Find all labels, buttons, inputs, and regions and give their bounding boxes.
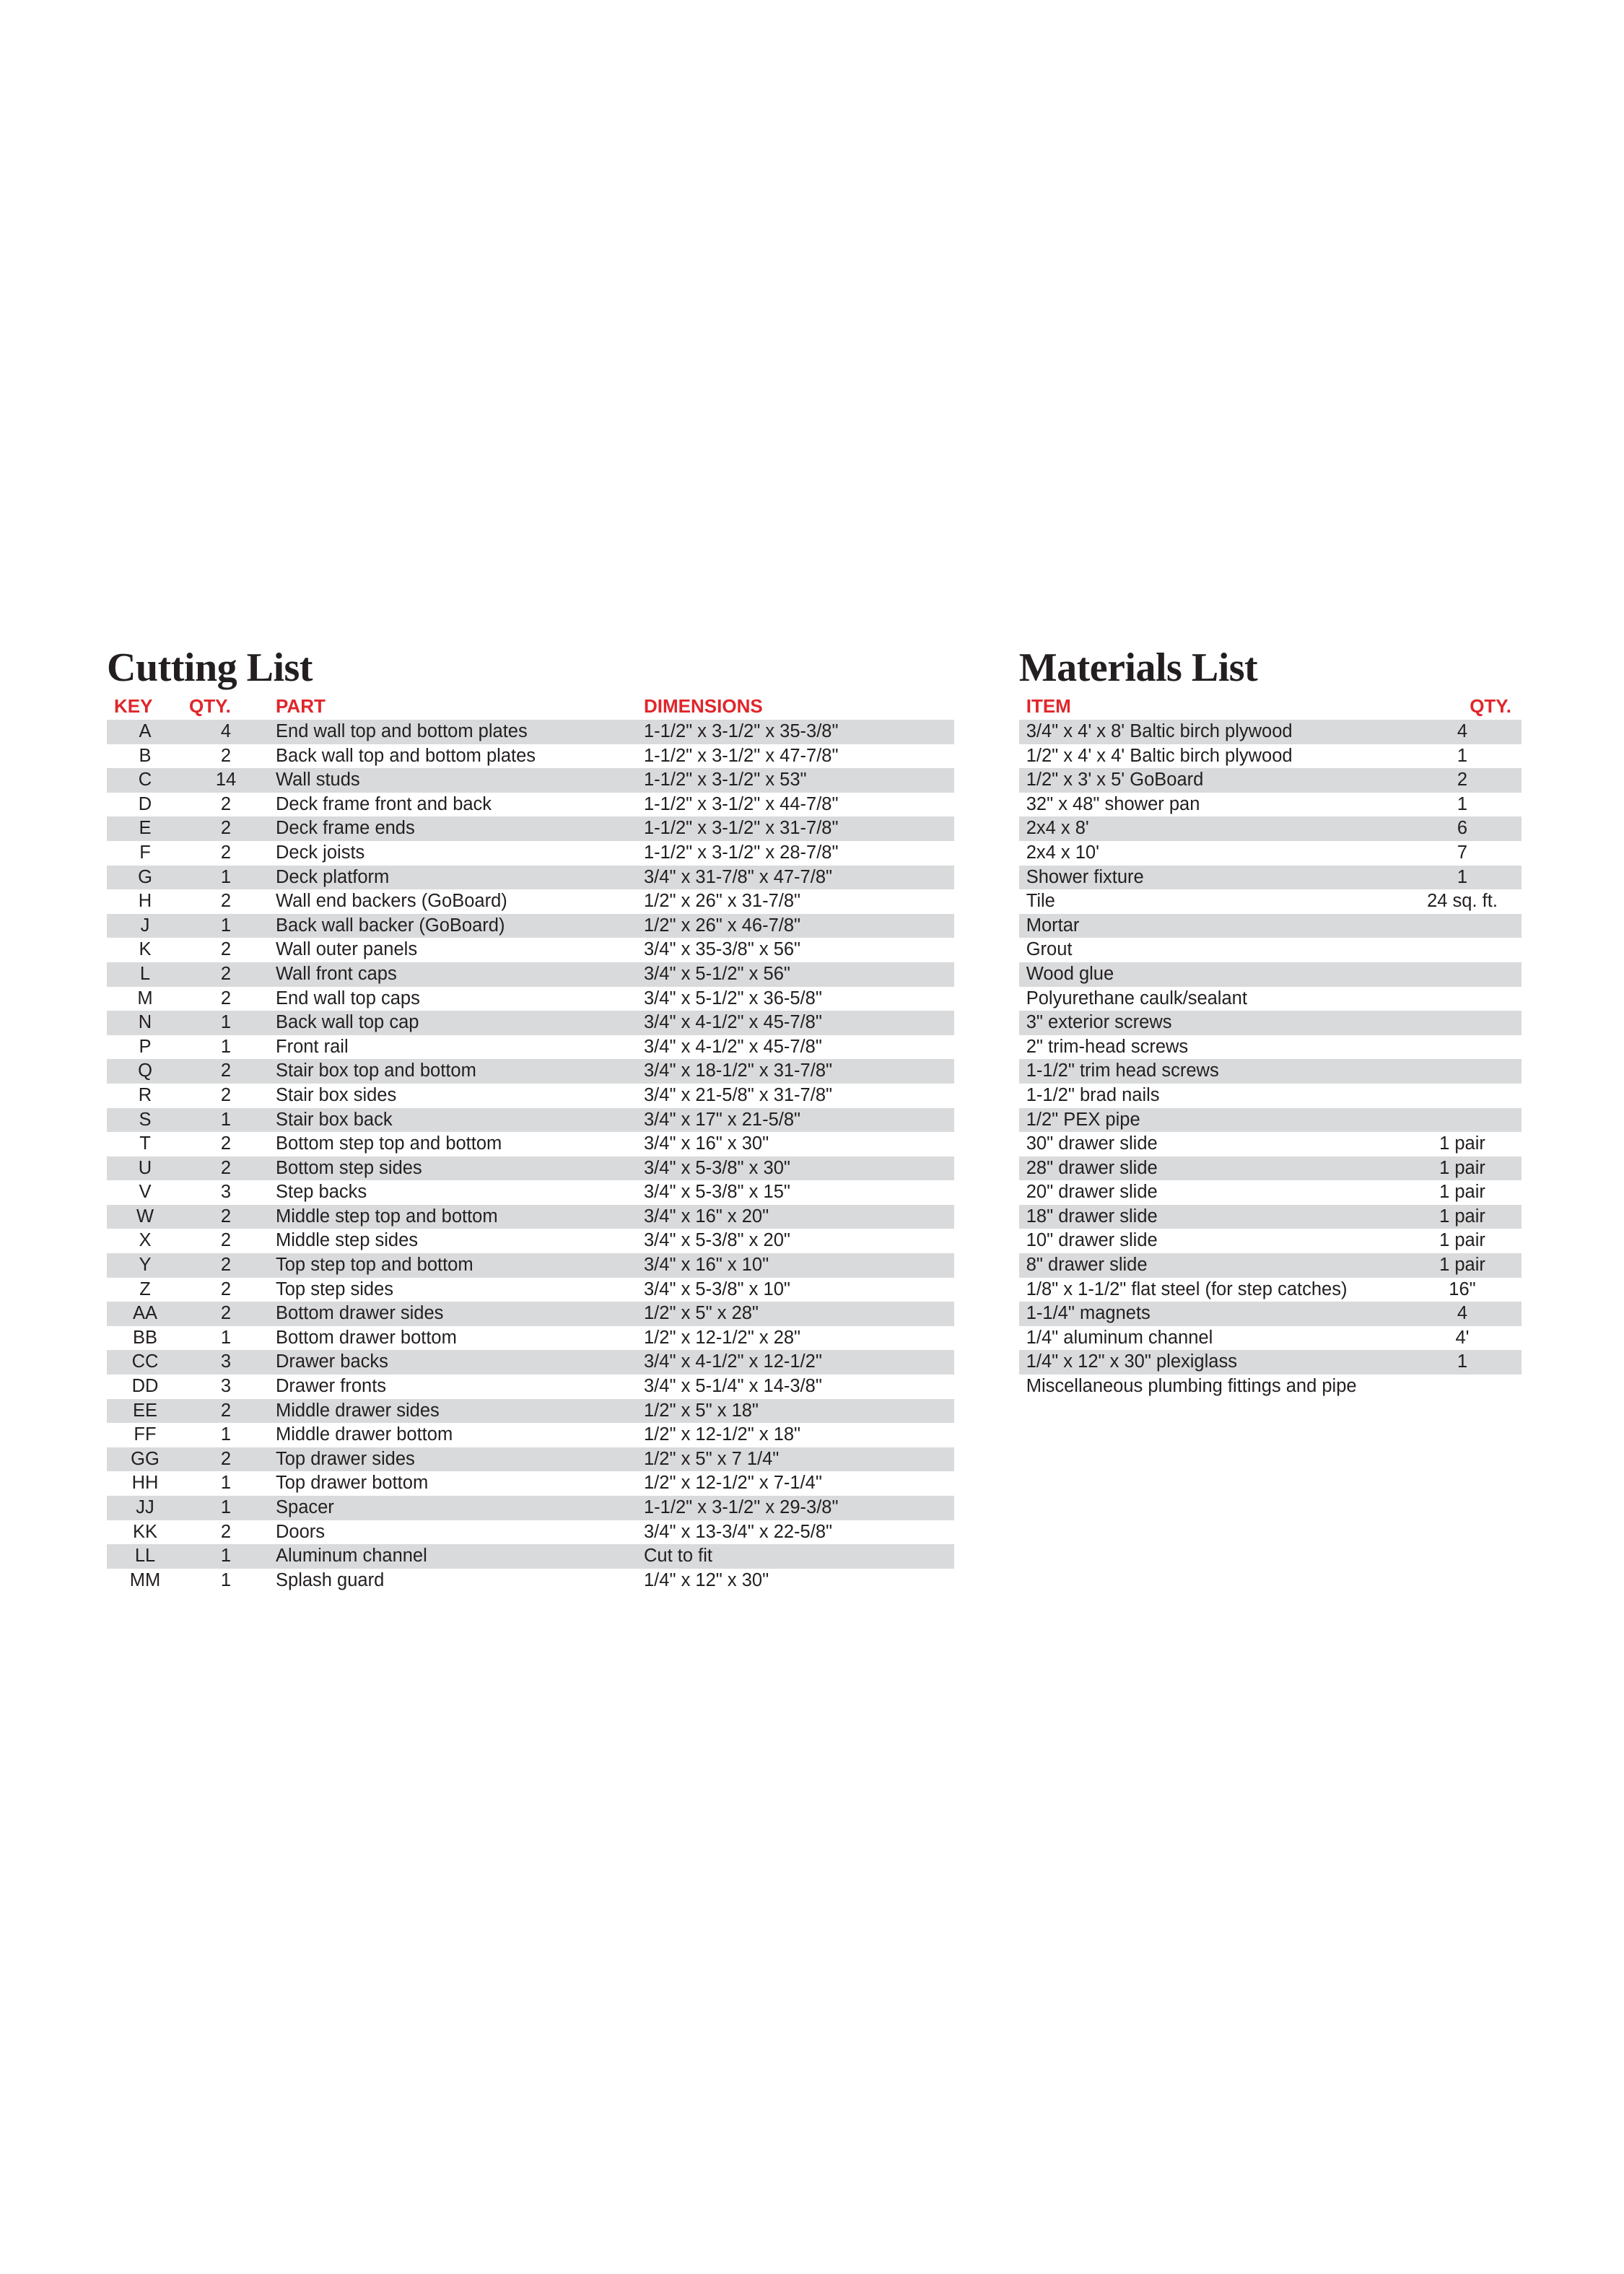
table-row (1019, 1156, 1522, 1181)
table-row (107, 1350, 954, 1375)
cell-item: 3/4" x 4' x 8' Baltic birch plywood (1019, 720, 1403, 744)
cell-part: Wall end backers (GoBoard) (276, 891, 507, 912)
cell-key: S (107, 1108, 183, 1133)
cell-item: 1/8" x 1-1/2" flat steel (for step catches) (1026, 1278, 1348, 1299)
cell-dimensions: 3/4" x 31-7/8" x 47-7/8" (637, 866, 954, 890)
cell-qty: 2 (183, 1059, 269, 1084)
cell-qty: 2 (220, 745, 232, 766)
table-row (107, 1520, 954, 1545)
cell-key: M (137, 988, 153, 1009)
table-header-row (107, 695, 954, 720)
cell-part: Bottom step top and bottom (276, 1133, 502, 1154)
cell-part: Back wall top and bottom plates (276, 745, 536, 766)
cell-qty: 2 (220, 1230, 232, 1251)
cell-dimensions: 1/2" x 5" x 7 1/4" (637, 1447, 954, 1472)
cell-key: HH (131, 1473, 159, 1494)
cell-item: Tile (1026, 891, 1055, 912)
table-row (107, 1399, 954, 1424)
cell-part: Stair box sides (276, 1084, 397, 1105)
cell-key: E (107, 816, 183, 841)
cell-qty: 7 (1457, 842, 1468, 863)
cell-part: Top drawer sides (269, 1447, 637, 1472)
cell-part: Wall outer panels (276, 939, 418, 960)
cell-key: JJ (107, 1496, 183, 1520)
cell-dimensions: 3/4" x 16" x 10" (637, 1253, 954, 1278)
cell-key: Q (107, 1059, 183, 1084)
table-row (107, 1132, 954, 1156)
table-row (107, 1059, 954, 1084)
cell-part: Front rail (276, 1036, 349, 1057)
cell-qty: 1 (1403, 1350, 1522, 1375)
cell-dimensions: 3/4" x 4-1/2" x 45-7/8" (644, 1036, 822, 1057)
cell-dimensions: 1-1/2" x 3-1/2" x 35-3/8" (637, 720, 954, 744)
cell-qty: 2 (220, 891, 232, 912)
cell-part: Middle step sides (276, 1230, 419, 1251)
materials-list-table (1019, 695, 1522, 1399)
table-row (1019, 816, 1522, 841)
table-row (107, 1156, 954, 1181)
cell-part: Bottom drawer sides (269, 1302, 637, 1326)
table-row (1019, 1253, 1522, 1278)
cell-part: Back wall backer (GoBoard) (269, 914, 637, 938)
cell-item: 8" drawer slide (1019, 1253, 1403, 1278)
cell-qty: 2 (183, 962, 269, 987)
cell-key: X (139, 1230, 152, 1251)
cell-key: U (107, 1156, 183, 1181)
cell-dimensions: 1/2" x 12-1/2" x 7-1/4" (644, 1473, 822, 1494)
table-row (107, 1496, 954, 1520)
materials-list-title: Materials List (1018, 645, 1258, 690)
table-row (107, 841, 954, 866)
cell-dimensions: 1-1/2" x 3-1/2" x 31-7/8" (637, 816, 954, 841)
cell-qty: 4' (1455, 1327, 1470, 1348)
cell-key: EE (107, 1399, 183, 1424)
cell-part: Stair box back (269, 1108, 637, 1133)
column-header-key: KEY (114, 695, 153, 717)
cell-qty (1403, 962, 1522, 987)
table-row (1019, 1108, 1522, 1133)
lists-container (107, 646, 1522, 1593)
cell-qty: 1 pair (1439, 1182, 1485, 1203)
cell-key: W (107, 1205, 183, 1229)
cell-qty: 2 (183, 1447, 269, 1472)
cell-key: B (139, 745, 152, 766)
cell-qty: 2 (220, 1278, 232, 1299)
table-row (107, 816, 954, 841)
cell-part: Deck joists (276, 842, 365, 863)
cell-item: Wood glue (1019, 962, 1403, 987)
table-row (1019, 938, 1522, 962)
table-row (107, 1375, 954, 1399)
cell-qty: 2 (220, 793, 232, 814)
cell-qty: 14 (183, 768, 269, 793)
table-row (107, 866, 954, 890)
cell-part: Splash guard (276, 1569, 385, 1590)
materials-list-body (1019, 720, 1522, 1399)
cutting-list-table (107, 695, 954, 1593)
table-row (107, 1108, 954, 1133)
column-header-dimensions: DIMENSIONS (644, 695, 763, 717)
cell-key: V (139, 1182, 152, 1203)
table-row (107, 1011, 954, 1035)
cell-key: AA (107, 1302, 183, 1326)
materials-list-header (1019, 695, 1522, 720)
table-row (1019, 1084, 1522, 1108)
table-row (1019, 1350, 1522, 1375)
cell-qty: 4 (1403, 720, 1522, 744)
cell-item: 1-1/2" brad nails (1026, 1084, 1160, 1105)
cell-qty: 3 (220, 1182, 232, 1203)
cell-dimensions: 3/4" x 13-3/4" x 22-5/8" (644, 1521, 833, 1542)
cell-qty: 6 (1403, 816, 1522, 841)
cell-qty: 2 (183, 1253, 269, 1278)
table-row (107, 914, 954, 938)
cell-qty: 2 (220, 939, 232, 960)
cell-qty (1403, 987, 1522, 1011)
table-row (107, 1278, 954, 1302)
cell-qty: 2 (220, 1084, 232, 1105)
cell-dimensions: 1/2" x 12-1/2" x 18" (644, 1424, 801, 1445)
cell-qty: 1 (220, 1473, 232, 1494)
cell-dimensions: 3/4" x 35-3/8" x 56" (644, 939, 801, 960)
cell-part: Middle drawer bottom (276, 1424, 453, 1445)
cell-qty: 1 (220, 1327, 232, 1348)
cell-dimensions: 1-1/2" x 3-1/2" x 44-7/8" (644, 793, 839, 814)
materials-list-section (1019, 646, 1522, 1399)
cell-item: 2x4 x 10' (1026, 842, 1099, 863)
table-row (107, 720, 954, 744)
cell-qty: 1 (183, 914, 269, 938)
cell-key: J (107, 914, 183, 938)
cell-dimensions: 3/4" x 21-5/8" x 31-7/8" (644, 1084, 833, 1105)
table-row (107, 1544, 954, 1569)
table-row (1019, 744, 1522, 769)
cell-key: LL (107, 1544, 183, 1569)
cell-part: Wall studs (269, 768, 637, 793)
cell-item: 1-1/4" magnets (1019, 1302, 1403, 1326)
cell-part: Deck platform (269, 866, 637, 890)
cell-qty: 2 (183, 1156, 269, 1181)
cell-qty (1403, 1375, 1522, 1399)
cell-item: 2" trim-head screws (1026, 1036, 1189, 1057)
table-row (107, 1471, 954, 1496)
cell-part: Doors (276, 1521, 326, 1542)
table-row (107, 1229, 954, 1253)
table-row (1019, 841, 1522, 866)
cell-item: 20" drawer slide (1026, 1182, 1158, 1203)
table-row (1019, 1011, 1522, 1035)
cell-qty (1403, 914, 1522, 938)
cell-qty: 1 (220, 1424, 232, 1445)
cell-item: Grout (1026, 939, 1073, 960)
cell-key: H (138, 891, 152, 912)
cell-key: MM (129, 1569, 161, 1590)
table-row (1019, 1375, 1522, 1399)
cell-item: 18" drawer slide (1019, 1205, 1403, 1229)
table-row (1019, 768, 1522, 793)
table-row (107, 1035, 954, 1060)
cell-item: 3" exterior screws (1019, 1011, 1403, 1035)
cell-dimensions: 3/4" x 17" x 21-5/8" (637, 1108, 954, 1133)
table-row (107, 938, 954, 962)
table-row (1019, 793, 1522, 817)
cell-qty (1403, 1108, 1522, 1133)
table-row (1019, 1326, 1522, 1351)
cell-item: Miscellaneous plumbing fittings and pipe (1026, 1376, 1357, 1397)
cell-dimensions: 3/4" x 5-1/2" x 36-5/8" (644, 988, 822, 1009)
table-row (107, 768, 954, 793)
column-header-qty: QTY. (1470, 695, 1511, 717)
table-row (107, 793, 954, 817)
table-row (1019, 889, 1522, 914)
cell-dimensions: 1-1/2" x 3-1/2" x 28-7/8" (644, 842, 839, 863)
column-header-part: PART (276, 695, 326, 717)
cell-qty: 1 (1457, 745, 1468, 766)
cell-dimensions: 3/4" x 16" x 20" (637, 1205, 954, 1229)
cell-key: GG (107, 1447, 183, 1472)
cell-qty: 1 (183, 1496, 269, 1520)
table-row (107, 1447, 954, 1472)
cell-qty: 3 (183, 1350, 269, 1375)
cell-part: Bottom step sides (269, 1156, 637, 1181)
cell-key: P (139, 1036, 152, 1057)
cell-part: Drawer backs (269, 1350, 637, 1375)
cell-qty: 1 (183, 1108, 269, 1133)
cell-qty: 4 (1403, 1302, 1522, 1326)
cell-key: N (107, 1011, 183, 1035)
cell-part: Deck frame ends (269, 816, 637, 841)
table-row (107, 1302, 954, 1326)
cell-qty: 1 (1457, 793, 1468, 814)
cell-qty: 2 (220, 1521, 232, 1542)
cell-part: Step backs (276, 1182, 367, 1203)
cell-item: 1/2" PEX pipe (1019, 1108, 1403, 1133)
cell-key: KK (132, 1521, 158, 1542)
table-row (107, 1205, 954, 1229)
cell-qty: 1 pair (1403, 1156, 1522, 1181)
cell-key: FF (134, 1424, 157, 1445)
cutting-list-title: Cutting List (107, 645, 313, 690)
cell-qty (1403, 1059, 1522, 1084)
cell-dimensions: 1-1/2" x 3-1/2" x 53" (637, 768, 954, 793)
cell-qty: 1 (183, 1011, 269, 1035)
cell-qty (1403, 938, 1522, 962)
cell-qty: 16" (1449, 1278, 1476, 1299)
cell-key: F (139, 842, 151, 863)
cell-qty: 4 (183, 720, 269, 744)
cell-dimensions: 3/4" x 18-1/2" x 31-7/8" (637, 1059, 954, 1084)
cell-qty: 3 (220, 1376, 232, 1397)
cell-part: End wall top and bottom plates (269, 720, 637, 744)
cell-key: T (139, 1133, 151, 1154)
table-row (107, 889, 954, 914)
cell-key: G (107, 866, 183, 890)
cell-qty: 1 pair (1439, 1133, 1485, 1154)
cell-part: Middle drawer sides (269, 1399, 637, 1424)
cell-qty: 1 pair (1403, 1253, 1522, 1278)
cell-part: Back wall top cap (269, 1011, 637, 1035)
cell-part: Bottom drawer bottom (276, 1327, 457, 1348)
cell-key: L (107, 962, 183, 987)
cell-item: 10" drawer slide (1026, 1230, 1158, 1251)
table-row (1019, 1205, 1522, 1229)
cell-dimensions: 3/4" x 5-3/8" x 10" (644, 1278, 790, 1299)
table-row (107, 1423, 954, 1447)
cell-qty (1403, 1011, 1522, 1035)
table-row (1019, 1180, 1522, 1205)
cell-item: 1/4" aluminum channel (1026, 1327, 1213, 1348)
cell-item: 28" drawer slide (1019, 1156, 1403, 1181)
table-row (1019, 914, 1522, 938)
cell-item: 32" x 48" shower pan (1026, 793, 1200, 814)
table-header-row (1019, 695, 1522, 720)
table-row (107, 1084, 954, 1108)
cell-item: Shower fixture (1019, 866, 1403, 890)
cell-dimensions: 3/4" x 16" x 30" (644, 1133, 769, 1154)
cell-item: 1/4" x 12" x 30" plexiglass (1019, 1350, 1403, 1375)
cell-part: Aluminum channel (269, 1544, 637, 1569)
table-row (1019, 1035, 1522, 1060)
cutting-list-section (107, 646, 954, 1593)
cell-qty: 1 (1403, 866, 1522, 890)
cell-part: End wall top caps (276, 988, 420, 1009)
cutting-list-body (107, 720, 954, 1593)
cell-item: 1-1/2" trim head screws (1019, 1059, 1403, 1084)
cell-part: Top step sides (276, 1278, 394, 1299)
table-row (107, 1180, 954, 1205)
cell-part: Middle step top and bottom (269, 1205, 637, 1229)
cell-part: Drawer fronts (276, 1376, 387, 1397)
cell-qty: 2 (183, 1205, 269, 1229)
cell-qty (1403, 1035, 1522, 1060)
cell-dimensions: 3/4" x 4-1/2" x 12-1/2" (637, 1350, 954, 1375)
cell-part: Stair box top and bottom (269, 1059, 637, 1084)
table-row (107, 1326, 954, 1351)
cell-dimensions: 3/4" x 4-1/2" x 45-7/8" (637, 1011, 954, 1035)
cell-dimensions: 3/4" x 5-3/8" x 15" (644, 1182, 790, 1203)
column-header-qty: QTY. (189, 695, 231, 717)
table-row (107, 1253, 954, 1278)
cell-key: R (138, 1084, 152, 1105)
cell-part: Deck frame front and back (276, 793, 492, 814)
cell-part: Top step top and bottom (269, 1253, 637, 1278)
table-row (1019, 1229, 1522, 1253)
cell-dimensions: 1/2" x 26" x 46-7/8" (637, 914, 954, 938)
cell-item: 1/2" x 3' x 5' GoBoard (1019, 768, 1403, 793)
cell-dimensions: 1-1/2" x 3-1/2" x 29-3/8" (637, 1496, 954, 1520)
cell-qty: 2 (220, 988, 232, 1009)
cell-key: DD (131, 1376, 159, 1397)
cell-item: 30" drawer slide (1026, 1133, 1158, 1154)
cell-qty: 1 (220, 1569, 232, 1590)
table-row (1019, 1132, 1522, 1156)
cell-qty: 1 pair (1403, 1205, 1522, 1229)
cell-dimensions: 3/4" x 5-1/4" x 14-3/8" (644, 1376, 822, 1397)
cell-part: Spacer (269, 1496, 637, 1520)
cell-dimensions: 1/2" x 5" x 18" (637, 1399, 954, 1424)
cell-dimensions: 3/4" x 5-1/2" x 56" (637, 962, 954, 987)
table-row (1019, 1059, 1522, 1084)
table-row (107, 1569, 954, 1593)
table-row (1019, 866, 1522, 890)
cell-part: Top drawer bottom (276, 1473, 429, 1494)
cell-dimensions: 1-1/2" x 3-1/2" x 47-7/8" (644, 745, 839, 766)
cell-qty: 2 (220, 1133, 232, 1154)
cell-key: C (107, 768, 183, 793)
cell-qty: 2 (183, 1399, 269, 1424)
table-row (107, 744, 954, 769)
table-row (1019, 987, 1522, 1011)
cell-dimensions: 1/2" x 5" x 28" (637, 1302, 954, 1326)
cell-dimensions: 3/4" x 5-3/8" x 30" (637, 1156, 954, 1181)
table-row (1019, 962, 1522, 987)
cell-dimensions: Cut to fit (637, 1544, 954, 1569)
cell-part: Wall front caps (269, 962, 637, 987)
cell-item: Mortar (1019, 914, 1403, 938)
cell-key: D (138, 793, 152, 814)
cell-key: Y (107, 1253, 183, 1278)
cell-qty: 2 (1403, 768, 1522, 793)
cell-qty: 2 (183, 816, 269, 841)
cell-key: Z (139, 1278, 151, 1299)
table-row (1019, 1278, 1522, 1302)
cell-key: CC (107, 1350, 183, 1375)
cell-key: K (139, 939, 152, 960)
cell-dimensions: 1/2" x 26" x 31-7/8" (644, 891, 801, 912)
column-header-item: ITEM (1026, 695, 1071, 717)
cell-qty: 2 (220, 842, 232, 863)
cell-qty: 1 (183, 1544, 269, 1569)
cell-dimensions: 1/4" x 12" x 30" (644, 1569, 769, 1590)
cell-qty: 24 sq. ft. (1427, 891, 1498, 912)
cell-item: 2x4 x 8' (1019, 816, 1403, 841)
cell-qty (1403, 1084, 1522, 1108)
cell-qty: 1 pair (1439, 1230, 1485, 1251)
cell-qty: 1 (220, 1036, 232, 1057)
cell-dimensions: 3/4" x 5-3/8" x 20" (644, 1230, 790, 1251)
table-row (107, 987, 954, 1011)
cell-qty: 2 (183, 1302, 269, 1326)
table-row (107, 962, 954, 987)
cell-dimensions: 1/2" x 12-1/2" x 28" (644, 1327, 801, 1348)
cell-key: BB (132, 1327, 158, 1348)
cell-qty: 1 (183, 866, 269, 890)
table-row (1019, 720, 1522, 744)
cell-item: 1/2" x 4' x 4' Baltic birch plywood (1026, 745, 1293, 766)
cell-item: Polyurethane caulk/sealant (1026, 988, 1247, 1009)
table-row (1019, 1302, 1522, 1326)
cutting-list-header (107, 695, 954, 720)
cell-key: A (107, 720, 183, 744)
